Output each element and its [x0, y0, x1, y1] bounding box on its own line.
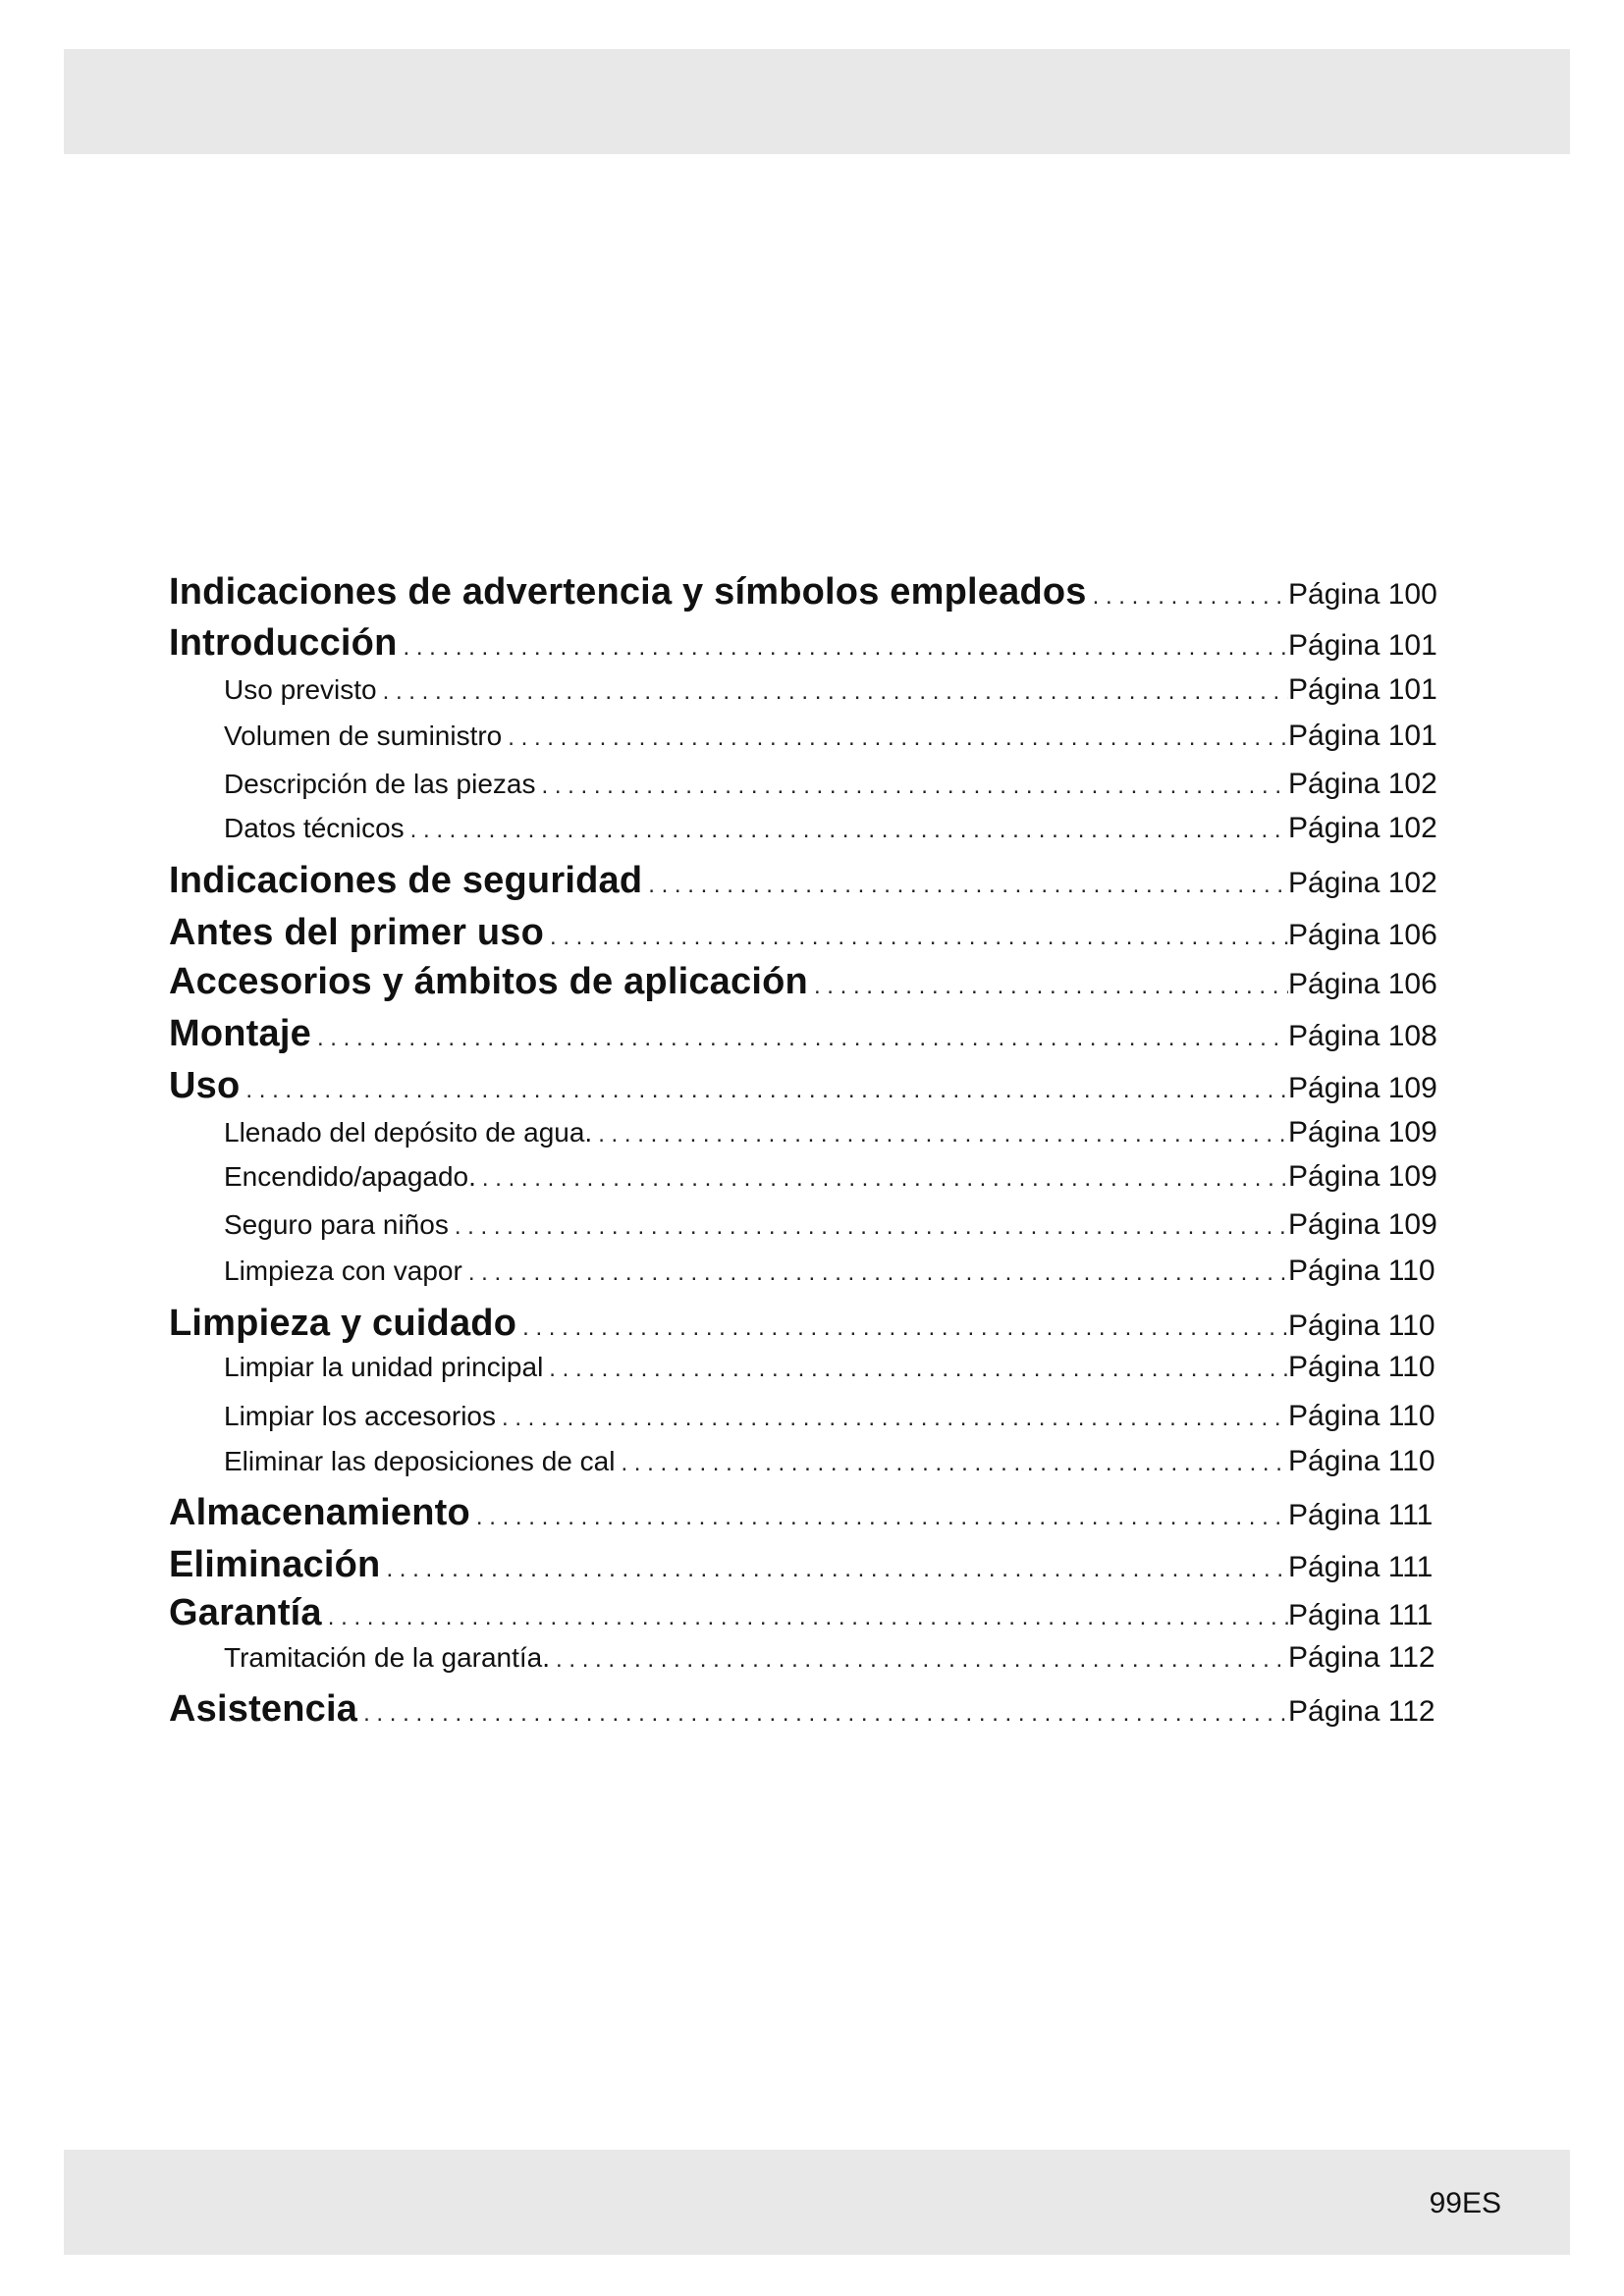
toc-entry-page: Página 106 — [1288, 968, 1437, 1000]
toc-entry-title: Limpieza con vapor — [224, 1255, 462, 1286]
toc-entry-page: Página 102 — [1288, 812, 1437, 844]
dot-leader — [808, 973, 1288, 1000]
toc-entry-title: Seguro para niños — [224, 1209, 449, 1240]
toc-entry-page: Página 111 — [1288, 1551, 1434, 1583]
dot-leader — [550, 1646, 1288, 1674]
toc-entry-datos[interactable] — [224, 812, 1455, 861]
footer-band — [64, 2150, 1570, 2255]
dot-leader — [476, 1165, 1288, 1193]
dot-leader — [642, 872, 1288, 899]
toc-entry-limpieza-cuidado[interactable] — [169, 1303, 1455, 1352]
toc-entry-page: Página 109 — [1288, 1208, 1437, 1241]
toc-entry-page: Página 109 — [1288, 1072, 1437, 1104]
toc-entry-title: Limpieza y cuidado — [169, 1303, 517, 1344]
toc-entry-title: Encendido/apagado. — [224, 1161, 476, 1192]
toc-entry-page: Página 110 — [1288, 1351, 1435, 1383]
dot-leader — [322, 1604, 1288, 1631]
toc-entry-page: Página 112 — [1288, 1695, 1435, 1728]
toc-entry-advertencia[interactable] — [169, 571, 1455, 620]
toc-entry-title: Almacenamiento — [169, 1492, 470, 1533]
toc-entry-page: Página 109 — [1288, 1160, 1437, 1193]
toc-entry-title: Descripción de las piezas — [224, 769, 536, 799]
toc-entry-title: Introducción — [169, 622, 398, 664]
toc-entry-page: Página 111 — [1288, 1599, 1434, 1631]
toc-entry-encendido[interactable] — [224, 1160, 1455, 1209]
toc-entry-title: Volumen de suministro — [224, 721, 503, 751]
toc-entry-title: Accesorios y ámbitos de aplicación — [169, 961, 808, 1002]
toc-entry-llenado[interactable] — [224, 1116, 1455, 1165]
dot-leader — [240, 1077, 1288, 1104]
toc-entry-page: Página 110 — [1288, 1255, 1435, 1287]
dot-leader — [462, 1259, 1288, 1287]
toc-entry-almacenamiento[interactable] — [169, 1492, 1455, 1541]
toc-entry-title: Asistencia — [169, 1688, 358, 1730]
dot-leader — [449, 1213, 1288, 1241]
toc-entry-montaje[interactable] — [169, 1013, 1455, 1062]
dot-leader — [502, 724, 1288, 752]
toc-entry-eliminar-cal[interactable] — [224, 1445, 1455, 1494]
toc-entry-accesorios[interactable] — [169, 961, 1455, 1010]
toc-entry-title: Garantía — [169, 1592, 322, 1633]
dot-leader — [377, 678, 1288, 706]
dot-leader — [544, 924, 1288, 951]
toc-entry-page: Página 102 — [1288, 867, 1437, 899]
dot-leader — [592, 1121, 1288, 1148]
toc-entry-title: Antes del primer uso — [169, 912, 544, 953]
toc-entry-primer-uso[interactable] — [169, 912, 1455, 961]
toc-entry-limpiar-unidad[interactable] — [224, 1351, 1455, 1400]
toc-entry-title: Tramitación de la garantía. — [224, 1642, 551, 1673]
dot-leader — [398, 634, 1289, 662]
toc-entry-uso[interactable] — [169, 1065, 1455, 1114]
dot-leader — [1087, 583, 1288, 611]
toc-entry-volumen[interactable] — [224, 720, 1455, 769]
toc-entry-page: Página 101 — [1288, 720, 1437, 752]
toc-entry-page: Página 110 — [1288, 1400, 1435, 1432]
toc-entry-limpiar-accesorios[interactable] — [224, 1400, 1455, 1449]
toc-entry-page: Página 106 — [1288, 919, 1437, 951]
toc-entry-uso-previsto[interactable] — [224, 673, 1455, 722]
dot-leader — [536, 773, 1289, 800]
toc-entry-page: Página 111 — [1288, 1499, 1434, 1531]
toc-entry-title: Limpiar los accesorios — [224, 1401, 496, 1431]
dot-leader — [470, 1504, 1288, 1531]
toc-entry-page: Página 108 — [1288, 1020, 1437, 1052]
toc-entry-page: Página 100 — [1288, 578, 1437, 611]
dot-leader — [380, 1556, 1288, 1583]
toc-entry-title: Limpiar la unidad principal — [224, 1352, 544, 1382]
toc-entry-page: Página 101 — [1288, 629, 1437, 662]
toc-entry-title: Eliminar las deposiciones de cal — [224, 1446, 616, 1476]
toc-entry-seguro-ninos[interactable] — [224, 1208, 1455, 1257]
dot-leader — [543, 1356, 1288, 1383]
toc-entry-title: Indicaciones de advertencia y símbolos empleados — [169, 571, 1087, 613]
toc-entry-title: Llenado del depósito de agua. — [224, 1117, 593, 1148]
toc-entry-title: Indicaciones de seguridad — [169, 860, 643, 901]
dot-leader — [615, 1450, 1288, 1477]
toc-entry-title: Uso previsto — [224, 674, 377, 705]
toc-entry-tramitacion[interactable] — [224, 1641, 1455, 1690]
dot-leader — [357, 1700, 1288, 1728]
toc-entry-title: Uso — [169, 1065, 241, 1106]
dot-leader — [516, 1314, 1288, 1342]
toc-entry-garantia[interactable] — [169, 1592, 1455, 1641]
toc-entry-page: Página 112 — [1288, 1641, 1435, 1674]
page-number: 99ES — [1429, 2187, 1501, 2219]
toc-entry-seguridad[interactable] — [169, 860, 1455, 909]
dot-leader — [405, 817, 1288, 844]
toc-entry-asistencia[interactable] — [169, 1688, 1455, 1737]
toc-entry-title: Eliminación — [169, 1544, 381, 1585]
toc-entry-page: Página 109 — [1288, 1116, 1437, 1148]
toc-entry-introduccion[interactable] — [169, 622, 1455, 671]
toc-entry-descripcion[interactable] — [224, 768, 1455, 817]
toc-entry-page: Página 101 — [1288, 673, 1437, 706]
toc-entry-page: Página 102 — [1288, 768, 1437, 800]
toc-entry-title: Datos técnicos — [224, 813, 405, 843]
toc-entry-page: Página 110 — [1288, 1309, 1435, 1342]
toc-entry-title: Montaje — [169, 1013, 311, 1054]
toc-entry-eliminacion[interactable] — [169, 1544, 1455, 1593]
dot-leader — [311, 1025, 1288, 1052]
dot-leader — [496, 1405, 1288, 1432]
toc-entry-page: Página 110 — [1288, 1445, 1435, 1477]
toc-entry-limpieza-vapor[interactable] — [224, 1255, 1455, 1304]
